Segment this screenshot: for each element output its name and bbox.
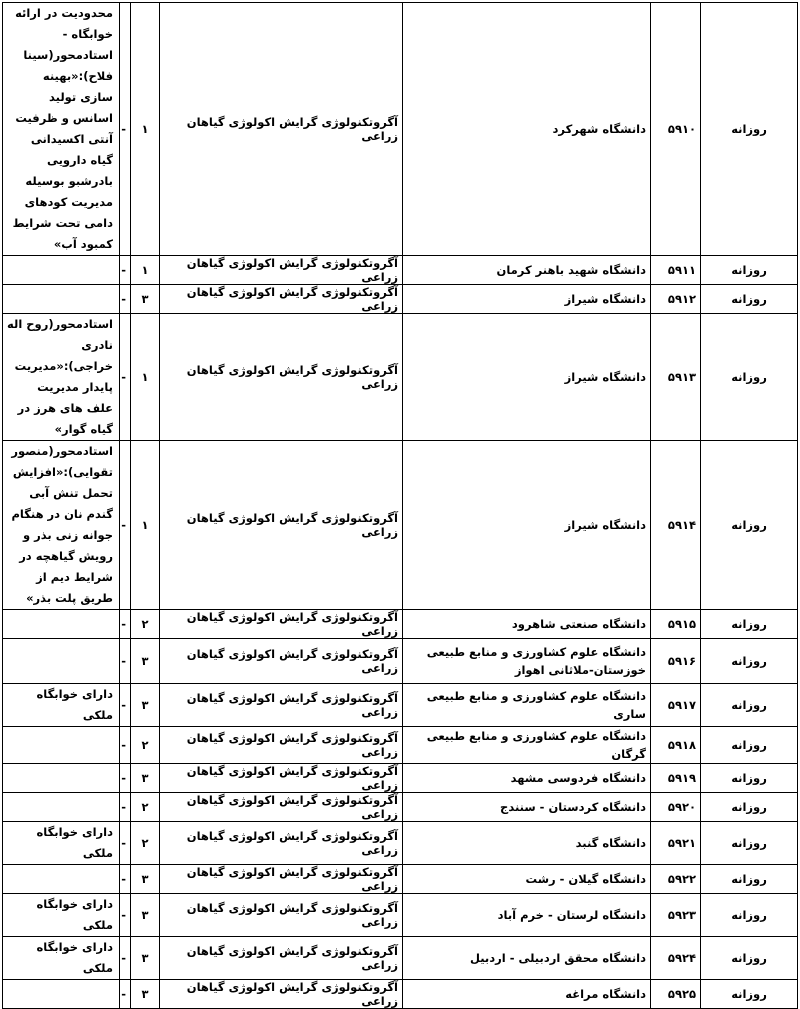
condition: - [120,764,131,793]
program-code: ۵۹۲۲ [651,865,701,894]
university-name: دانشگاه لرستان - خرم آباد [403,894,651,937]
table-row [3,980,798,1009]
condition: - [120,894,131,937]
university-name: دانشگاه محقق اردبیلی - اردبیل [403,937,651,980]
field-name: آگروتکنولوژی گرایش اکولوژی گیاهان زراعی [160,822,403,865]
table-row [3,865,798,894]
course-type: روزانه [701,865,798,894]
program-code: ۵۹۱۱ [651,256,701,285]
condition: - [120,3,131,256]
field-name: آگروتکنولوژی گرایش اکولوژی گیاهان زراعی [160,727,403,764]
program-code: ۵۹۱۵ [651,610,701,639]
note [3,256,120,285]
field-name: آگروتکنولوژی گرایش اکولوژی گیاهان زراعی [160,639,403,684]
course-type: روزانه [701,894,798,937]
table-row [3,314,798,441]
university-name: دانشگاه شیراز [403,285,651,314]
university-name: دانشگاه علوم کشاورزی و منابع طبیعی ساری [403,684,651,727]
note: استادمحور(منصور تقوایی):«افزایش تحمل تنش آبی گندم نان در هنگام جوانه زنی بذر و رویش گیاهچه در شرایط دیم از طریق پلت بذر» [3,441,120,610]
table-row [3,441,798,610]
course-type: روزانه [701,3,798,256]
table-row [3,937,798,980]
course-type: روزانه [701,937,798,980]
field-name: آگروتکنولوژی گرایش اکولوژی گیاهان زراعی [160,865,403,894]
program-code: ۵۹۱۷ [651,684,701,727]
capacity: ۳ [131,764,160,793]
university-name: دانشگاه علوم کشاورزی و منابع طبیعی گرگان [403,727,651,764]
note [3,865,120,894]
capacity: ۲ [131,727,160,764]
program-code: ۵۹۱۳ [651,314,701,441]
program-code: ۵۹۱۹ [651,764,701,793]
university-name: دانشگاه شیراز [403,314,651,441]
university-name: دانشگاه شهید باهنر کرمان [403,256,651,285]
table-row [3,764,798,793]
university-name: دانشگاه گیلان - رشت [403,865,651,894]
table-row [3,3,798,256]
capacity: ۳ [131,865,160,894]
course-type: روزانه [701,727,798,764]
field-name: آگروتکنولوژی گرایش اکولوژی گیاهان زراعی [160,793,403,822]
field-name: آگروتکنولوژی گرایش اکولوژی گیاهان زراعی [160,441,403,610]
course-type: روزانه [701,610,798,639]
program-code: ۵۹۱۰ [651,3,701,256]
condition: - [120,980,131,1009]
university-name: دانشگاه شهرکرد [403,3,651,256]
field-name: آگروتکنولوژی گرایش اکولوژی گیاهان زراعی [160,980,403,1009]
capacity: ۳ [131,639,160,684]
condition: - [120,727,131,764]
field-name: آگروتکنولوژی گرایش اکولوژی گیاهان زراعی [160,937,403,980]
course-type: روزانه [701,684,798,727]
university-name: دانشگاه کردستان - سنندج [403,793,651,822]
course-type: روزانه [701,285,798,314]
course-type: روزانه [701,314,798,441]
program-code: ۵۹۱۸ [651,727,701,764]
note [3,764,120,793]
note [3,639,120,684]
note [3,727,120,764]
capacity: ۱ [131,256,160,285]
note: دارای خوابگاه ملکی [3,894,120,937]
field-name: آگروتکنولوژی گرایش اکولوژی گیاهان زراعی [160,894,403,937]
condition: - [120,865,131,894]
university-name: دانشگاه شیراز [403,441,651,610]
program-code: ۵۹۱۲ [651,285,701,314]
field-name: آگروتکنولوژی گرایش اکولوژی گیاهان زراعی [160,684,403,727]
university-name: دانشگاه فردوسی مشهد [403,764,651,793]
condition: - [120,937,131,980]
capacity: ۳ [131,285,160,314]
table-row [3,256,798,285]
condition: - [120,285,131,314]
note: استادمحور(روح اله نادری خراجی):«مدیریت پایدار مدیریت علف های هرز در گیاه گوار» [3,314,120,441]
program-code: ۵۹۲۴ [651,937,701,980]
condition: - [120,684,131,727]
capacity: ۱ [131,441,160,610]
course-type: روزانه [701,822,798,865]
course-type: روزانه [701,441,798,610]
program-code: ۵۹۲۱ [651,822,701,865]
university-name: دانشگاه مراغه [403,980,651,1009]
university-name: دانشگاه گنبد [403,822,651,865]
condition: - [120,639,131,684]
capacity: ۲ [131,822,160,865]
condition: - [120,610,131,639]
note [3,980,120,1009]
condition: - [120,256,131,285]
field-name: آگروتکنولوژی گرایش اکولوژی گیاهان زراعی [160,285,403,314]
note [3,610,120,639]
capacity: ۲ [131,610,160,639]
table-row [3,727,798,764]
note [3,793,120,822]
capacity: ۳ [131,894,160,937]
program-code: ۵۹۱۶ [651,639,701,684]
field-name: آگروتکنولوژی گرایش اکولوژی گیاهان زراعی [160,764,403,793]
note [3,285,120,314]
condition: - [120,441,131,610]
university-name: دانشگاه صنعتی شاهرود [403,610,651,639]
programs-table [2,2,798,1009]
capacity: ۳ [131,937,160,980]
condition: - [120,793,131,822]
program-code: ۵۹۱۴ [651,441,701,610]
course-type: روزانه [701,980,798,1009]
condition: - [120,314,131,441]
field-name: آگروتکنولوژی گرایش اکولوژی گیاهان زراعی [160,314,403,441]
capacity: ۳ [131,684,160,727]
condition: - [120,822,131,865]
capacity: ۲ [131,793,160,822]
capacity: ۱ [131,3,160,256]
field-name: آگروتکنولوژی گرایش اکولوژی گیاهان زراعی [160,256,403,285]
capacity: ۱ [131,314,160,441]
note: دارای خوابگاه ملکی [3,937,120,980]
course-type: روزانه [701,639,798,684]
note: دارای خوابگاه ملکی [3,684,120,727]
program-code: ۵۹۲۳ [651,894,701,937]
program-code: ۵۹۲۰ [651,793,701,822]
field-name: آگروتکنولوژی گرایش اکولوژی گیاهان زراعی [160,610,403,639]
course-type: روزانه [701,793,798,822]
field-name: آگروتکنولوژی گرایش اکولوژی گیاهان زراعی [160,3,403,256]
table-row [3,822,798,865]
note: محدودیت در ارائه خوابگاه - استادمحور(سینا فلاح):«بهینه سازی تولید اسانس و ظرفیت آنتی اکسیدانی گیاه دارویی بادرشبو بوسیله مدیریت کودهای دامی تحت شرایط کمبود آب» [3,3,120,256]
table-row [3,684,798,727]
table-row [3,285,798,314]
course-type: روزانه [701,256,798,285]
course-type: روزانه [701,764,798,793]
note: دارای خوابگاه ملکی [3,822,120,865]
table-row [3,610,798,639]
table-row [3,793,798,822]
table-row [3,894,798,937]
capacity: ۳ [131,980,160,1009]
table-row [3,639,798,684]
program-code: ۵۹۲۵ [651,980,701,1009]
university-name: دانشگاه علوم کشاورزی و منابع طبیعی خوزستان-ملاثانی اهواز [403,639,651,684]
